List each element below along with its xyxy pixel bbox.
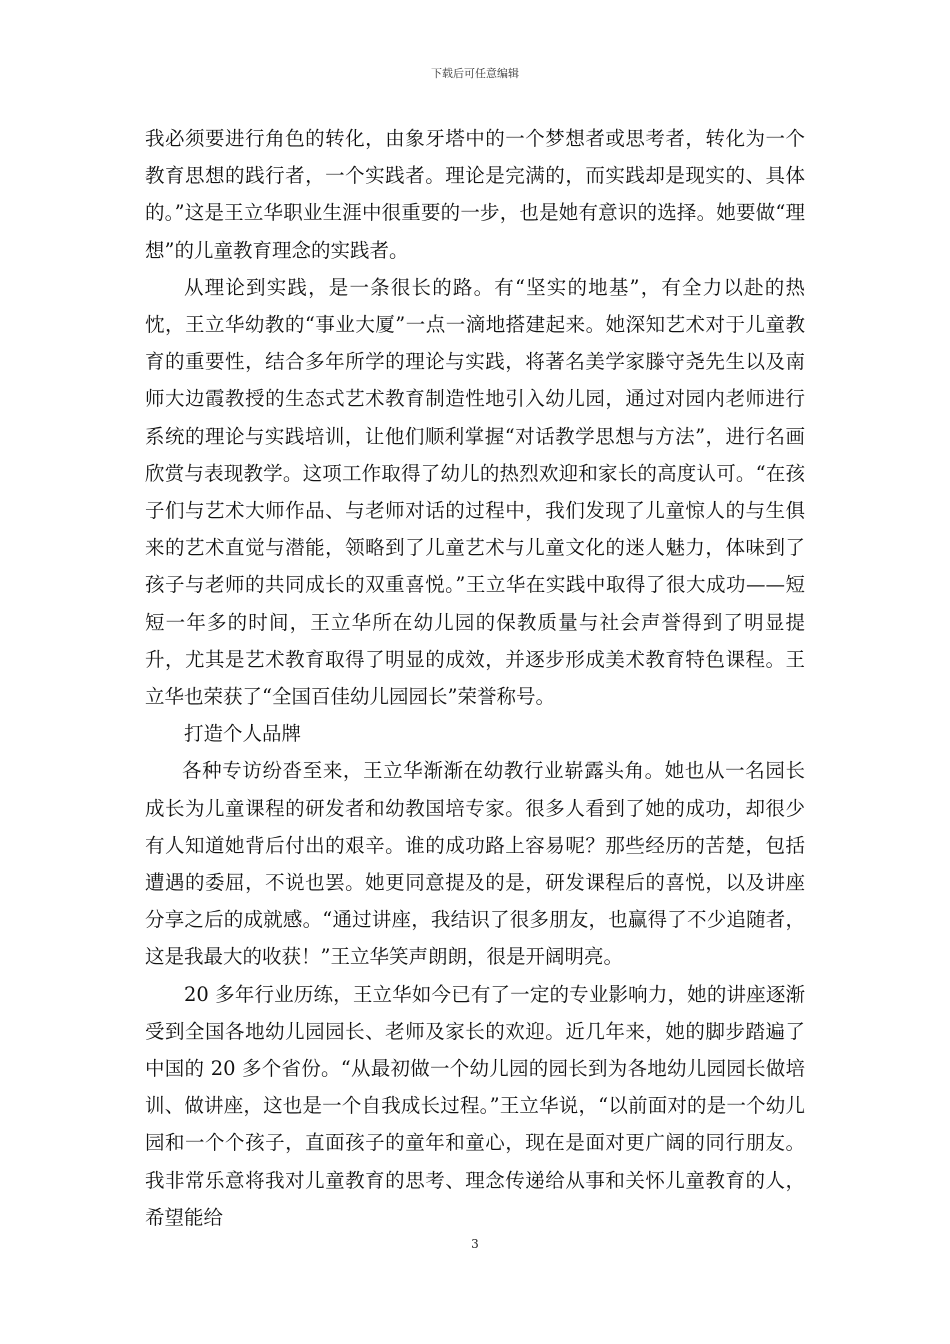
document-body	[145, 120, 805, 1236]
page-number: 3	[471, 1237, 479, 1251]
page-header: 下载后可任意编辑	[431, 67, 519, 80]
paragraph-1: 我必须要进行角色的转化，由象牙塔中的一个梦想者或思考者，转化为一个教育思想的践行者，一个实践者。理论是完满的，而实践却是现实的、具体的。”这是王立华职业生涯中很重要的一步，也是她有意识的选择。她要做“理想”的儿童教育理念的实践者。	[145, 127, 805, 262]
paragraph-4: 20 多年行业历练，王立华如今已有了一定的专业影响力，她的讲座逐渐受到全国各地幼儿园园长、老师及家长的欢迎。近几年来，她的脚步踏遍了中国的 20 多个省份。“从最初做一个幼儿园的园长到为各地幼儿园园长做培训、做讲座，这也是一个自我成长过程。”王立华说，“以前面对的是一个幼儿园和一个个孩子，直面孩子的童年和童心，现在是面对更广阔的同行朋友。我非常乐意将我对儿童教育的思考、理念传递给从事和关怀儿童教育的人，希望能给	[145, 982, 805, 1229]
section-heading: 打造个人品牌	[184, 722, 302, 746]
paragraph-3: 各种专访纷沓至来，王立华渐渐在幼教行业崭露头角。她也从一名园长成长为儿童课程的研发者和幼教国培专家。很多人看到了她的成功，却很少有人知道她背后付出的艰辛。谁的成功路上容易呢？那些经历的苦楚，包括遭遇的委屈，不说也罢。她更同意提及的是，研发课程后的喜悦，以及讲座分享之后的成就感。“通过讲座，我结识了很多朋友，也赢得了不少追随者，这是我最大的收获！”王立华笑声朗朗，很是开阔明亮。	[145, 759, 805, 969]
paragraph-2: 从理论到实践，是一条很长的路。有“坚实的地基”，有全力以赴的热忱，王立华幼教的“事业大厦”一点一滴地搭建起来。她深知艺术对于儿童教育的重要性，结合多年所学的理论与实践，将著名美学家滕守尧先生以及南师大边霞教授的生态式艺术教育制造性地引入幼儿园，通过对园内老师进行系统的理论与实践培训，让他们顺利掌握“对话教学思想与方法”，进行名画欣赏与表现教学。这项工作取得了幼儿的热烈欢迎和家长的高度认可。“在孩子们与艺术大师作品、与老师对话的过程中，我们发现了儿童惊人的与生俱来的艺术直觉与潜能，领略到了儿童艺术与儿童文化的迷人魅力，体味到了孩子与老师的共同成长的双重喜悦。”王立华在实践中取得了很大成功——短短一年多的时间，王立华所在幼儿园的保教质量与社会声誉得到了明显提升，尤其是艺术教育取得了明显的成效，并逐步形成美术教育特色课程。王立华也荣获了“全国百佳幼儿园园长”荣誉称号。	[145, 275, 805, 709]
